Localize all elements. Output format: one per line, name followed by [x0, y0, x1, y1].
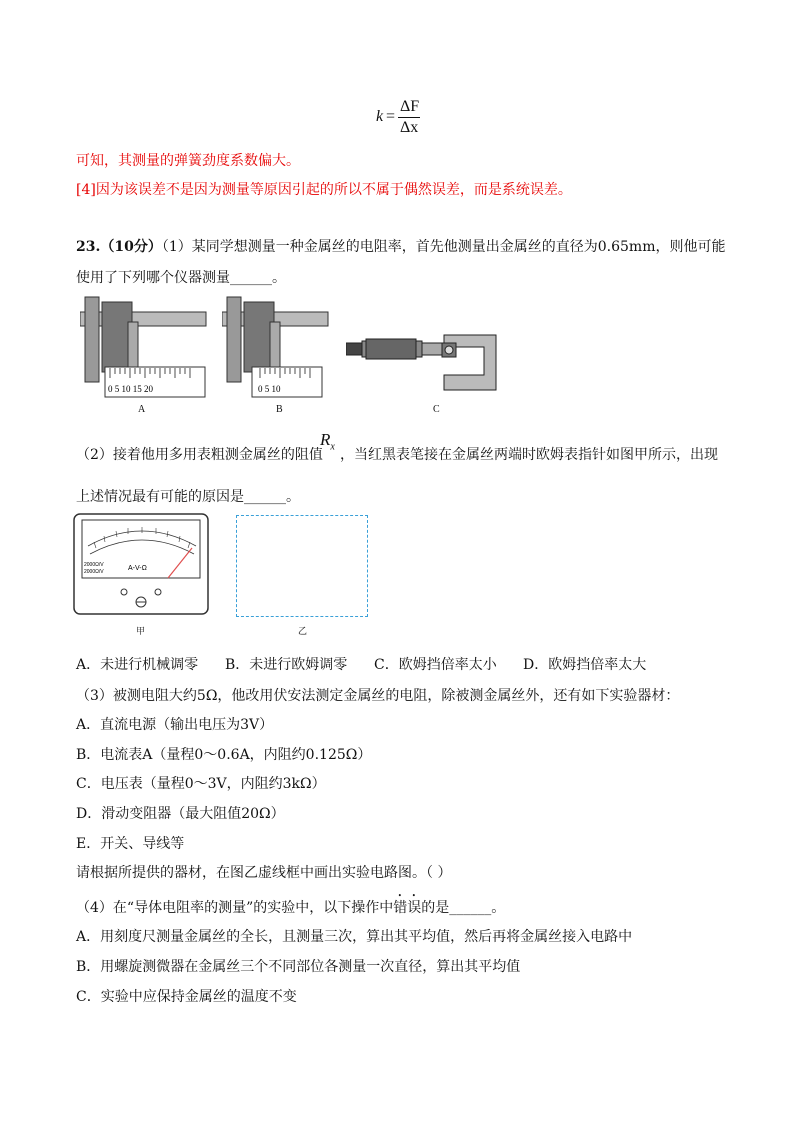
part4-option-b: B．用螺旋测微器在金属丝三个不同部位各测量一次直径，算出其平均值 — [76, 959, 521, 975]
caliper-b-scale: 0 5 10 — [258, 384, 281, 394]
formula-denominator: Δx — [400, 119, 419, 136]
instrument-a-label: A — [138, 404, 146, 415]
part4-after: 的是______。 — [421, 900, 506, 916]
part4-question — [76, 892, 505, 917]
figure-yi-label: 乙 — [298, 626, 308, 636]
question-number: 23. — [76, 239, 101, 255]
caliper-a-scale: 0 5 10 15 20 — [108, 384, 153, 394]
part3-prompt: 请根据所提供的器材，在图乙虚线框中画出实验电路图。（ ） — [76, 865, 452, 881]
part1-line1: （1）某同学想测量一种金属丝的电阻率，首先他测量出金属丝的直径为0.65mm，则他可能 — [161, 239, 726, 255]
meter-face-text: A-V-Ω — [128, 565, 147, 572]
part2-line2: 上述情况最有可能的原因是______。 — [76, 489, 300, 505]
rx-letter: R — [320, 430, 331, 449]
part2-line1-before: （2）接着他用多用表粗测金属丝的阻值 — [76, 447, 323, 463]
part2-option-b: B．未进行欧姆调零 — [225, 657, 348, 673]
part3-item-c: C．电压表（量程0～3V，内阻约3kΩ） — [76, 776, 326, 792]
answer-line-1: 可知，其测量的弹簧劲度系数偏大。 — [76, 153, 300, 169]
part2-option-c: C．欧姆挡倍率太小 — [374, 657, 497, 673]
part3-item-b: B．电流表A（量程0～0.6A，内阻约0.125Ω） — [76, 747, 372, 763]
meter-spec-1: 2000Ω/V — [84, 562, 104, 568]
micrometer-figure — [346, 325, 506, 405]
part3-item-e: E．开关、导线等 — [76, 836, 185, 852]
part4-emphasis: 错误 — [393, 900, 422, 916]
formula-k: k — [376, 108, 384, 125]
part1-line2: 使用了下列哪个仪器测量______。 — [76, 270, 286, 286]
part3-item-a: A．直流电源（输出电压为3V） — [76, 717, 274, 733]
part3-item-d: D．滑动变阻器（最大阻值20Ω） — [76, 806, 285, 822]
part2-option-d: D．欧姆挡倍率太大 — [523, 657, 647, 673]
formula-equals: = — [386, 108, 396, 125]
part4-before: （4）在“导体电阻率的测量”的实验中，以下操作中 — [76, 900, 394, 916]
part3-intro: （3）被测电阻大约5Ω，他改用伏安法测定金属丝的电阻，除被测金属丝外，还有如下实验器材： — [76, 688, 680, 704]
vernier-caliper-a-figure — [80, 292, 210, 412]
question-score: （10分） — [100, 239, 162, 255]
instrument-b-label: B — [276, 404, 283, 415]
rx-symbol — [320, 430, 335, 452]
part4-option-a: A．用刻度尺测量金属丝的全长，且测量三次，算出其平均值，然后再将金属丝接入电路中 — [76, 929, 633, 945]
formula-fraction-bar — [398, 117, 420, 118]
answer-line-2: [4]因为该误差不是因为测量等原因引起的所以不属于偶然误差，而是系统误差。 — [76, 182, 572, 198]
question-23-header — [76, 236, 725, 256]
circuit-drawing-box — [236, 515, 368, 617]
part2-line1-after: ，当红黑表笔接在金属丝两端时欧姆表指针如图甲所示，出现 — [340, 447, 718, 463]
part2-option-a: A．未进行机械调零 — [76, 657, 199, 673]
rx-subscript: x — [330, 441, 335, 453]
figure-jia-label: 甲 — [136, 626, 146, 636]
instrument-c-label: C — [433, 404, 440, 415]
part4-option-c: C．实验中应保持金属丝的温度不变 — [76, 989, 297, 1005]
multimeter-figure — [72, 512, 212, 622]
vernier-caliper-b-figure — [222, 292, 332, 412]
meter-spec-2: 2000Ω/V — [84, 569, 104, 575]
formula-numerator: ΔF — [400, 98, 420, 115]
